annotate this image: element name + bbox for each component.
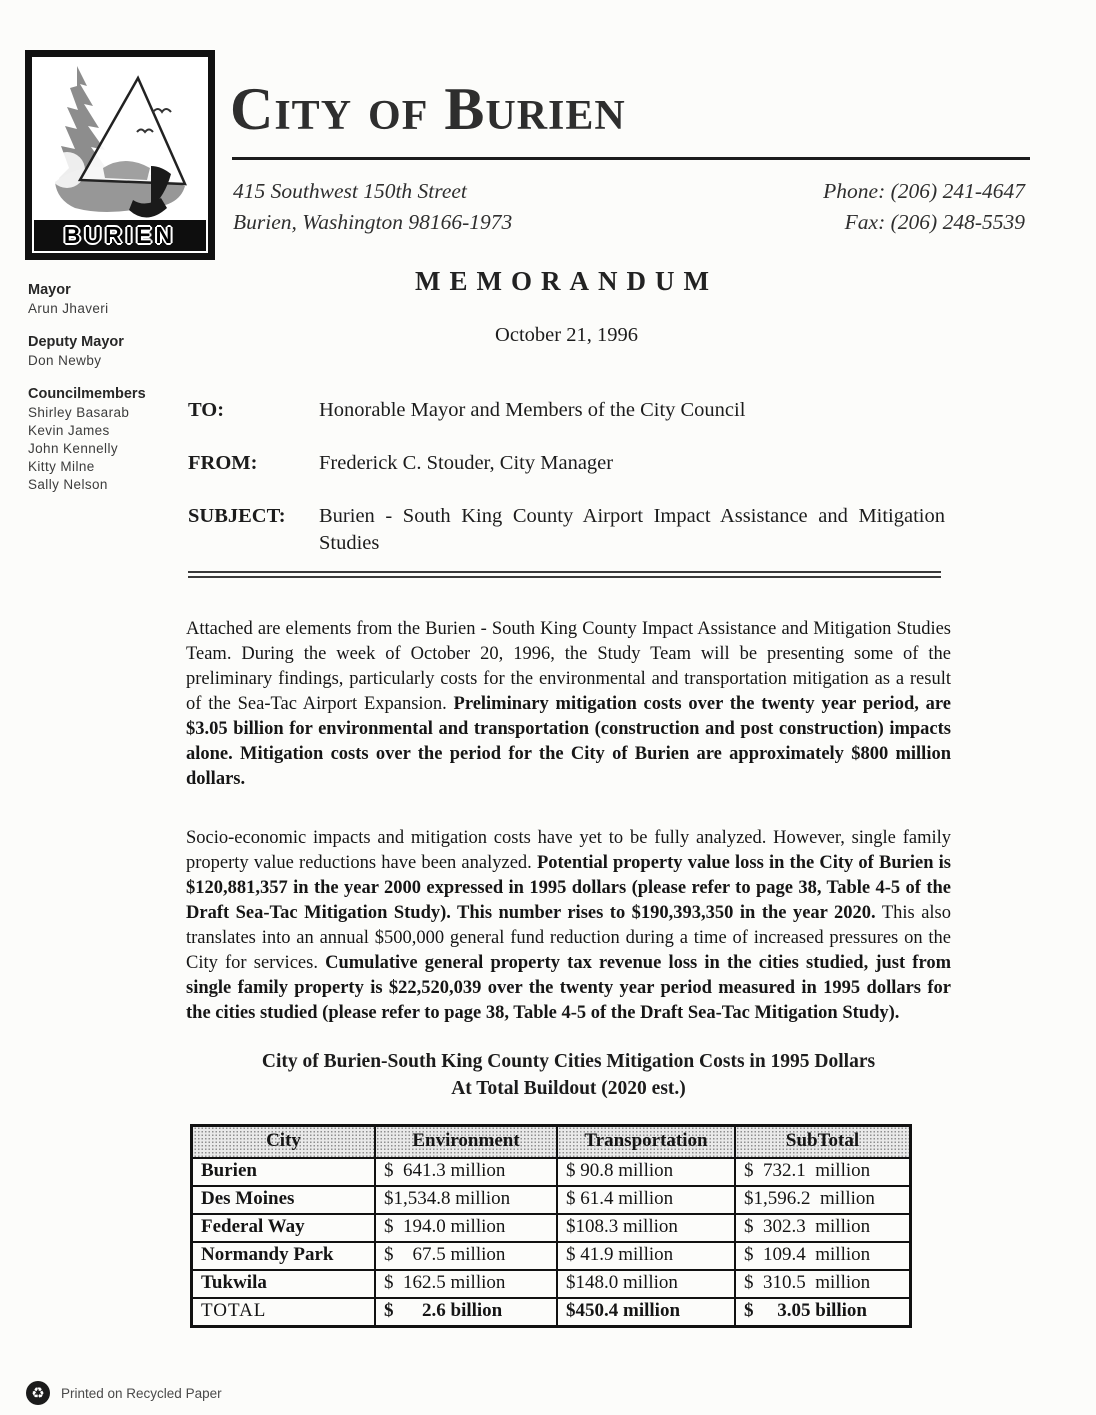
cell-subtotal: $ 3.05 billion bbox=[735, 1298, 911, 1327]
paragraph-2-bold-1: Potential property value loss in the City of Burien is $120,881,357 in the year 2000 expressed in 1995 dollars (please refer to page 38, Table 4-5 of the Draft Sea-Tac Mitigation Study). This number rises to $190,393,350 in the year 2020. bbox=[186, 852, 951, 923]
cell-transportation: $148.0 million bbox=[557, 1270, 735, 1298]
cell-transportation: $450.4 million bbox=[557, 1298, 735, 1327]
letterhead-contacts bbox=[823, 176, 1025, 238]
header-environment: Environment bbox=[375, 1125, 557, 1158]
header-city: City bbox=[192, 1125, 376, 1158]
logo-wordmark-bar bbox=[34, 220, 206, 251]
cell-subtotal: $ 109.4 million bbox=[735, 1242, 911, 1270]
header-subtotal: SubTotal bbox=[735, 1125, 911, 1158]
cell-city: TOTAL bbox=[192, 1298, 376, 1327]
table-row bbox=[192, 1242, 911, 1270]
mayor-label: Mayor bbox=[28, 282, 71, 298]
paragraph-1 bbox=[186, 617, 951, 792]
memo-heading: MEMORANDUM bbox=[415, 266, 718, 296]
logo-wordmark: BURIEN bbox=[63, 222, 177, 248]
councilmembers-label: Councilmembers bbox=[28, 386, 146, 402]
address-line1: 415 Southwest 150th Street bbox=[233, 179, 467, 203]
fax-line: Fax: (206) 248-5539 bbox=[844, 210, 1025, 234]
cell-environment: $ 162.5 million bbox=[375, 1270, 557, 1298]
table-row bbox=[192, 1270, 911, 1298]
deputy-mayor-group bbox=[28, 333, 183, 370]
subject-label: SUBJECT: bbox=[188, 505, 286, 527]
councilmembers-group bbox=[28, 385, 183, 494]
subject-row bbox=[188, 503, 945, 557]
phone-line: Phone: (206) 241-4647 bbox=[823, 179, 1025, 203]
cell-environment: $1,534.8 million bbox=[375, 1186, 557, 1214]
paragraph-2-text-2: This also translates into an annual $500,000 general fund reduction during a time of increased pressures on the City for services. bbox=[186, 902, 951, 973]
from-label: FROM: bbox=[188, 452, 258, 474]
letterhead-title: City of Burien bbox=[230, 76, 626, 142]
cell-city: Des Moines bbox=[192, 1186, 376, 1214]
cost-table-title-line1: City of Burien-South King County Cities Mitigation Costs in 1995 Dollars bbox=[261, 1050, 876, 1072]
councilmember-name: John Kennelly bbox=[28, 441, 119, 456]
table-row bbox=[192, 1158, 911, 1186]
address-line2: Burien, Washington 98166-1973 bbox=[233, 210, 513, 234]
cell-environment: $ 67.5 million bbox=[375, 1242, 557, 1270]
recycled-paper-note: Printed on Recycled Paper bbox=[61, 1385, 222, 1401]
officials-sidebar bbox=[28, 281, 183, 509]
table-row bbox=[192, 1186, 911, 1214]
paragraph-1-text: Attached are elements from the Burien - South King County Impact Assistance and Mitigation Studies Team. During the week of October 20, 1996, the Study Team will be presenting some of the preliminary findings, particularly costs for the environmental and transportation mitigation as a result of the Sea-Tac Airport Expansion. bbox=[186, 618, 951, 714]
from-value: Frederick C. Stouder, City Manager bbox=[319, 452, 614, 474]
header-transportation: Transportation bbox=[557, 1125, 735, 1158]
table-header-row bbox=[192, 1125, 911, 1158]
paragraph-2 bbox=[186, 826, 951, 1026]
subject-value: Burien - South King County Airport Impact Assistance and Mitigation Studies bbox=[319, 505, 945, 554]
cell-subtotal: $ 732.1 million bbox=[735, 1158, 911, 1186]
paragraph-2-bold-2: Cumulative general property tax revenue loss in the cities studied, just from single family property is $22,520,039 over the twenty year period measured in 1995 dollars for the cities studied (please refer to page 38, Table 4-5 of the Draft Sea-Tac Mitigation Study). bbox=[186, 952, 952, 1023]
table-total-row bbox=[192, 1298, 911, 1327]
cell-transportation: $ 61.4 million bbox=[557, 1186, 735, 1214]
councilmember-name: Kitty Milne bbox=[28, 459, 95, 474]
councilmember-name: Sally Nelson bbox=[28, 477, 108, 492]
table-row bbox=[192, 1214, 911, 1242]
page-footer bbox=[26, 1381, 222, 1405]
cell-city: Burien bbox=[192, 1158, 376, 1186]
cell-city: Normandy Park bbox=[192, 1242, 376, 1270]
deputy-mayor-label: Deputy Mayor bbox=[28, 334, 124, 350]
sun-icon bbox=[49, 152, 85, 188]
cell-transportation: $108.3 million bbox=[557, 1214, 735, 1242]
cost-table-title bbox=[186, 1048, 951, 1102]
cell-transportation: $ 90.8 million bbox=[557, 1158, 735, 1186]
mayor-name: Arun Jhaveri bbox=[28, 301, 109, 316]
cell-environment: $ 641.3 million bbox=[375, 1158, 557, 1186]
from-row bbox=[188, 450, 945, 477]
memo-fields bbox=[188, 397, 945, 583]
paragraph-1-bold: Preliminary mitigation costs over the twenty year period, are $3.05 billion for environmental and transportation (construction and post construction) impacts alone. Mitigation costs over the period for the City of Burien are approximately $800 million dollars. bbox=[186, 693, 951, 789]
councilmember-name: Shirley Basarab bbox=[28, 405, 130, 420]
cell-environment: $ 194.0 million bbox=[375, 1214, 557, 1242]
memo-body bbox=[186, 598, 951, 1328]
cell-subtotal: $1,596.2 million bbox=[735, 1186, 911, 1214]
memo-date: October 21, 1996 bbox=[495, 324, 638, 346]
to-row bbox=[188, 397, 945, 424]
letterhead-address bbox=[233, 176, 512, 238]
deputy-mayor-name: Don Newby bbox=[28, 353, 102, 368]
recycle-icon: ♻ bbox=[26, 1381, 50, 1405]
cell-subtotal: $ 302.3 million bbox=[735, 1214, 911, 1242]
cell-city: Tukwila bbox=[192, 1270, 376, 1298]
cell-subtotal: $ 310.5 million bbox=[735, 1270, 911, 1298]
letterhead-rule bbox=[232, 157, 1030, 160]
cost-table-title-line2: At Total Buildout (2020 est.) bbox=[451, 1077, 686, 1099]
cell-transportation: $ 41.9 million bbox=[557, 1242, 735, 1270]
councilmember-name: Kevin James bbox=[28, 423, 110, 438]
to-value: Honorable Mayor and Members of the City Council bbox=[319, 399, 746, 421]
mitigation-costs-table bbox=[190, 1124, 912, 1328]
cell-environment: $ 2.6 billion bbox=[375, 1298, 557, 1327]
memo-separator-rule bbox=[188, 571, 941, 578]
cell-city: Federal Way bbox=[192, 1214, 376, 1242]
mayor-group bbox=[28, 281, 183, 318]
to-label: TO: bbox=[188, 399, 225, 421]
paragraph-2-text: Socio-economic impacts and mitigation costs have yet to be fully analyzed. However, single family property value reductions have been analyzed. bbox=[186, 827, 951, 873]
city-logo bbox=[25, 50, 215, 260]
